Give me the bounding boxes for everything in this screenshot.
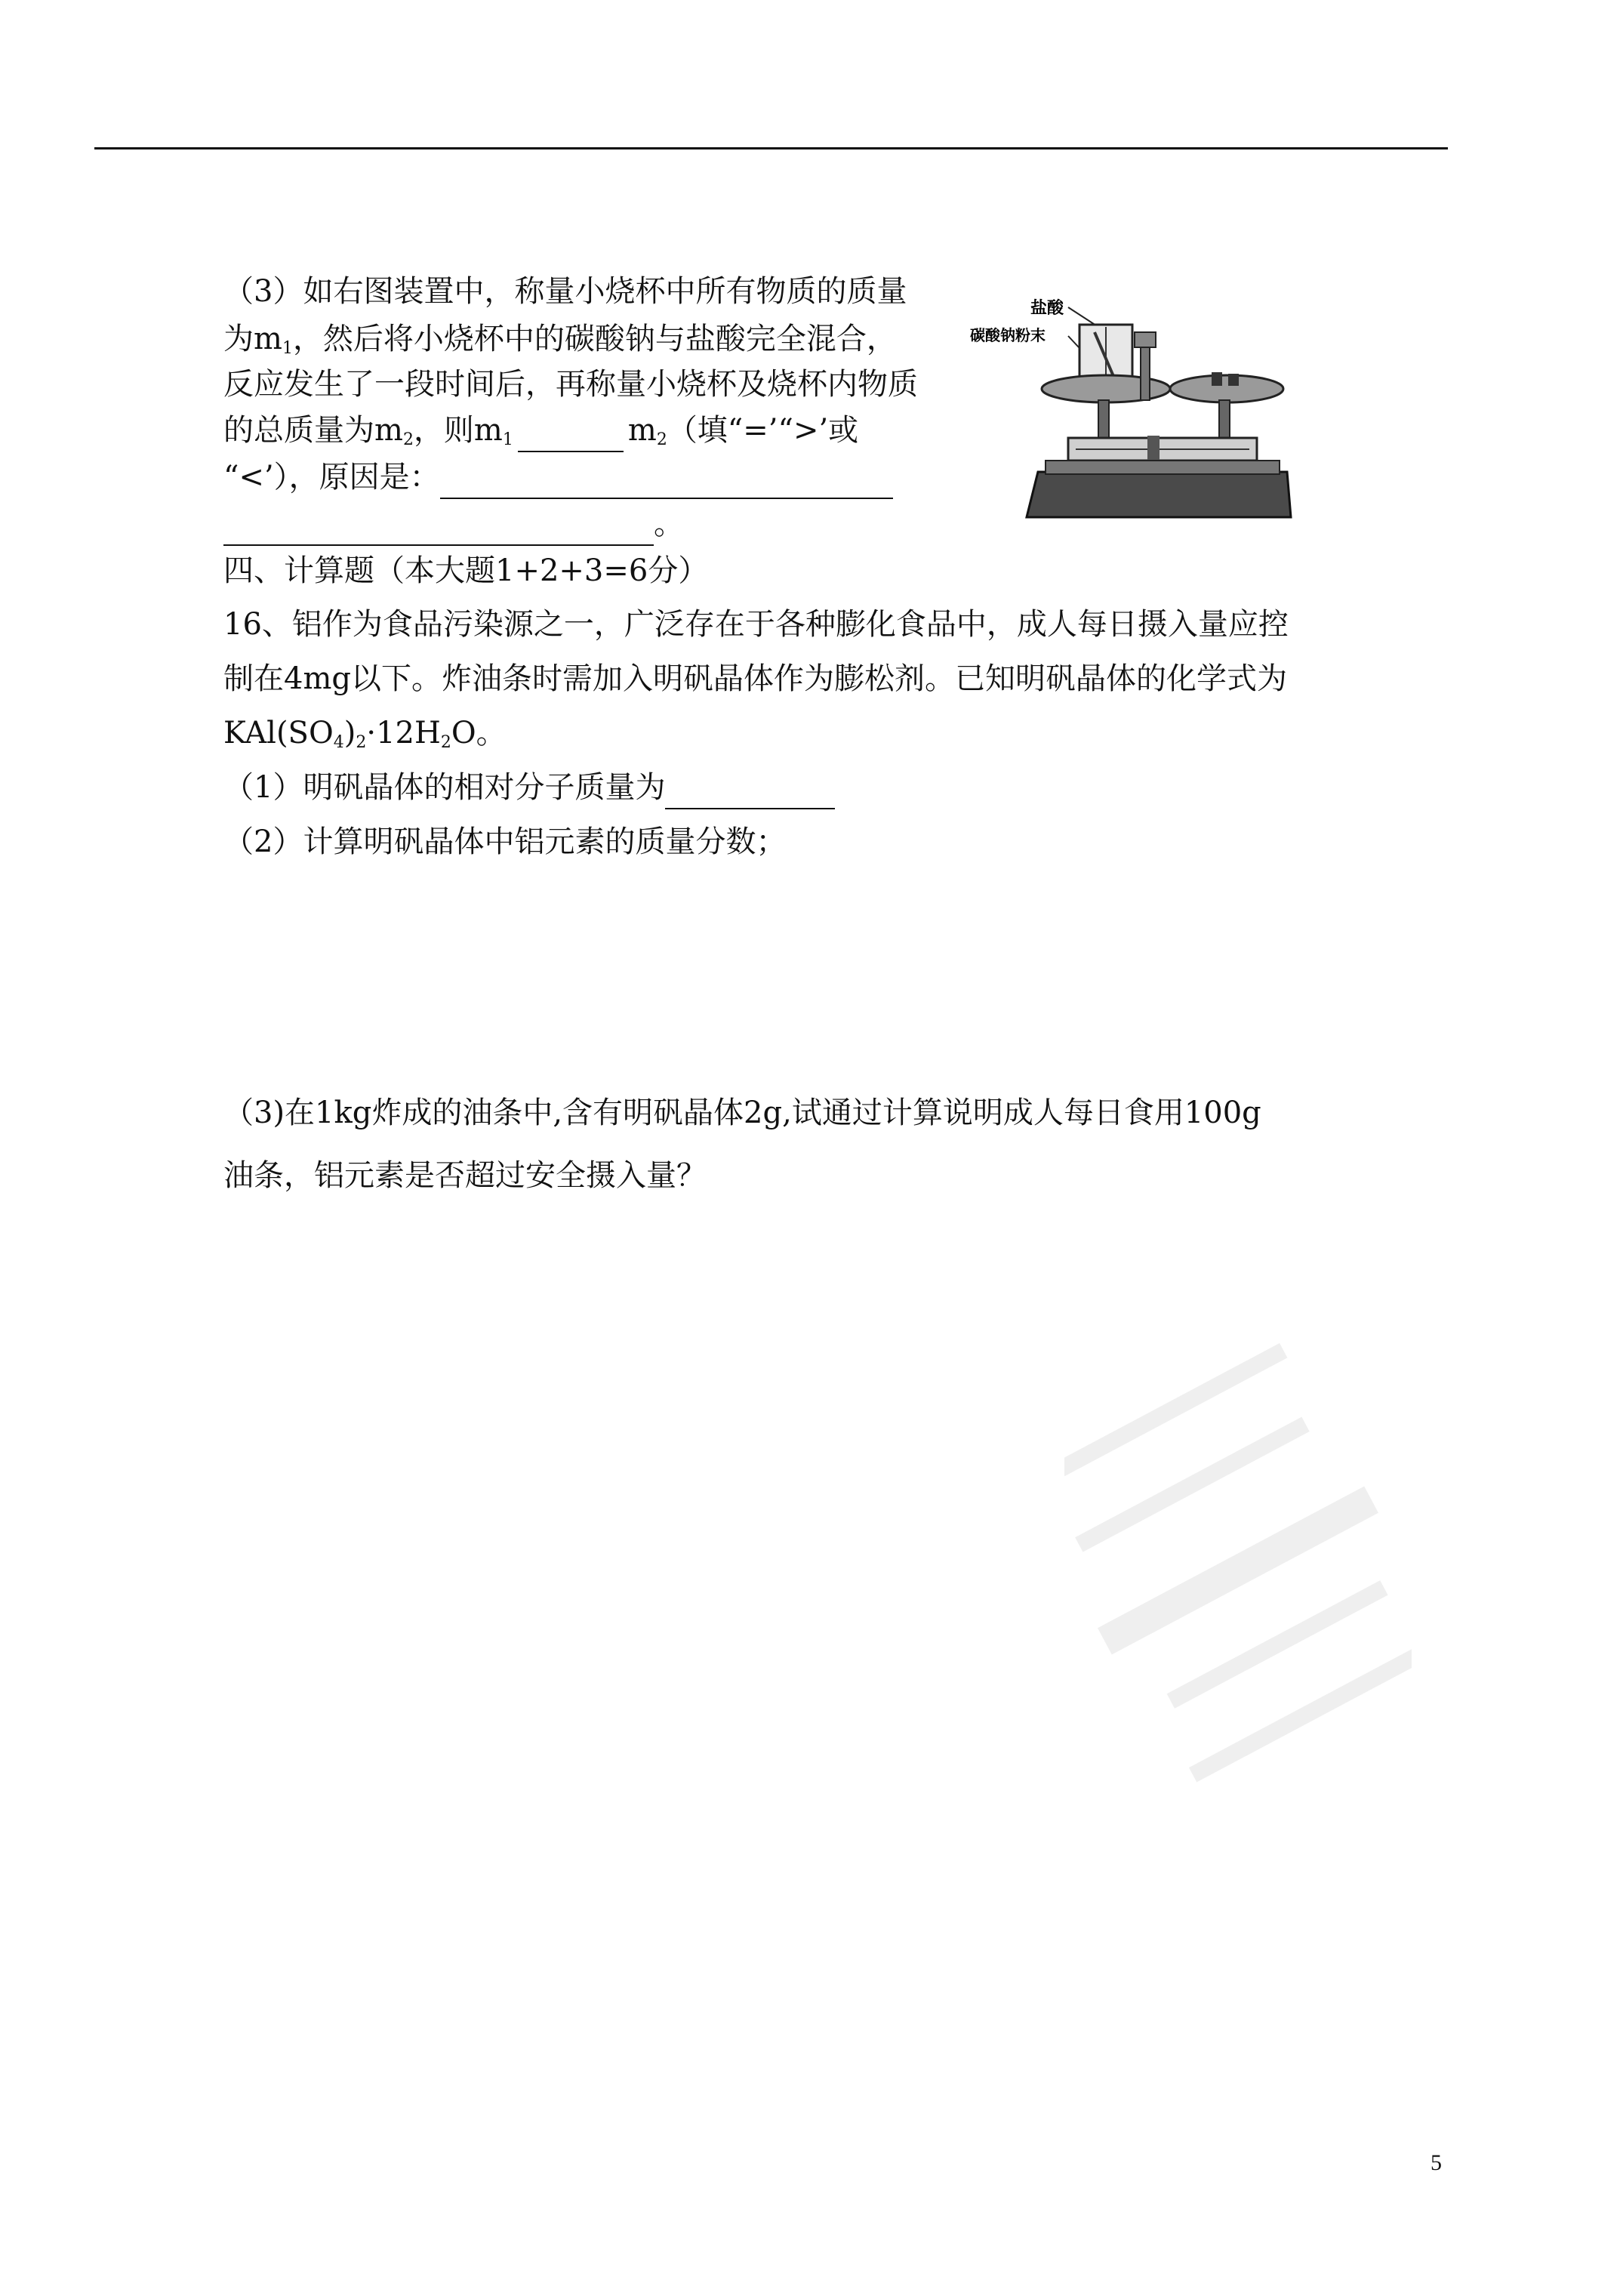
answer-blank-reason-cont[interactable] (223, 511, 654, 546)
q3-line-3: 反应发生了一段时间后，再称量小烧杯及烧杯内物质 (223, 367, 918, 402)
q16-line-1: 16、铝作为食品污染源之一，广泛存在于各种膨化食品中，成人每日摄入量应控 (223, 607, 1289, 642)
q3-line-5: “<’），原因是： (223, 455, 893, 499)
answer-blank-reason[interactable] (440, 464, 893, 499)
page-number: 5 (1431, 2150, 1442, 2175)
q3-line-2: 为$m_1$，然后将小烧杯中的碳酸钠与盐酸完全混合， (223, 322, 897, 358)
answer-blank-comparison[interactable] (518, 418, 624, 452)
q16-formula: $KAl(SO_4)_2\cdot 12H_2O$。 (223, 716, 507, 752)
q16-sub-3-line-2: 油条，铝元素是否超过安全摄入量？ (223, 1158, 707, 1193)
q3-line-4: 的总质量为$m_2$，则$m_1$ $m_2$（填“=’“>’或 (223, 408, 858, 452)
q3-line-1: （3）如右图装置中，称量小烧杯中所有物质的质量 (223, 274, 907, 309)
figure-label-hcl: 盐酸 (1030, 299, 1064, 318)
answer-blank-molar-mass[interactable] (665, 775, 835, 809)
q3-line-6: 。 (223, 502, 684, 546)
header-rule (94, 147, 1448, 149)
q16-sub-3-line-1: （3)在1kg炸成的油条中,含有明矾晶体2g,试通过计算说明成人每日食用100g (223, 1096, 1261, 1130)
q16-sub-2: （2）计算明矾晶体中铝元素的质量分数； (223, 824, 787, 859)
q16-line-2: 制在4mg以下。炸油条时需加入明矾晶体作为膨松剂。已知明矾晶体的化学式为 (223, 661, 1287, 696)
q16-sub-1: （1）明矾晶体的相对分子质量为 (223, 766, 835, 809)
section-heading: 四、计算题（本大题1+2+3=6分） (223, 553, 709, 588)
watermark-logo (1064, 1329, 1412, 1812)
balance-figure (955, 291, 1295, 521)
figure-label-na2co3: 碳酸钠粉末 (970, 326, 1046, 344)
